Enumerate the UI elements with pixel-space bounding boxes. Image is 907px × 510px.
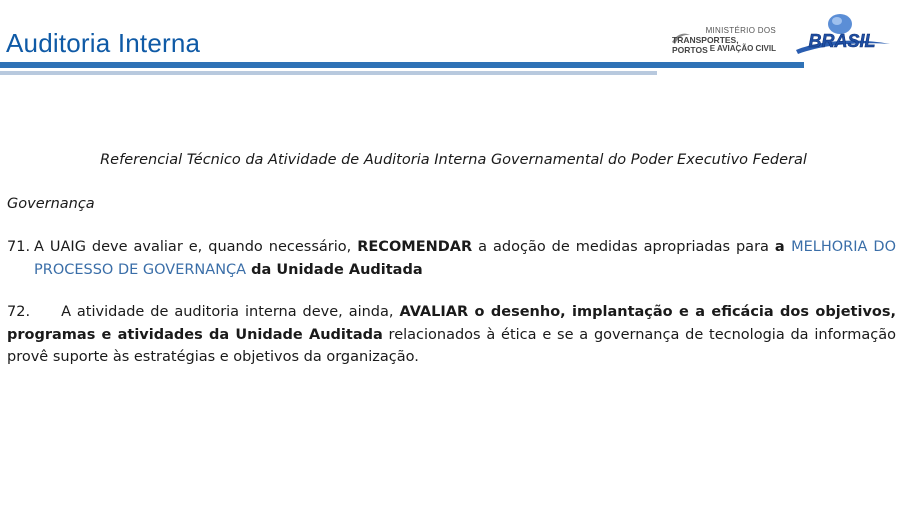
paragraph-body xyxy=(34,236,896,281)
brasil-logo-icon xyxy=(790,10,894,56)
text-span: A UAIG deve avaliar e, quando necessário, xyxy=(34,239,358,255)
section-title: Governança xyxy=(7,196,95,212)
text-span: relacionados à ética e se a governança de tecnologia da informação provê suporte às estratégias e objetivos da organização. xyxy=(7,326,896,365)
text-span: A atividade de auditoria interna deve, ainda, xyxy=(61,304,400,320)
document-heading: Referencial Técnico da Atividade de Auditoria Interna Governamental do Poder Executivo Federal xyxy=(100,152,807,168)
header-rule xyxy=(0,62,804,68)
emphasis-span: a xyxy=(774,239,792,255)
paragraph-number: 71. xyxy=(7,239,31,255)
header-rule-light xyxy=(0,71,657,75)
paragraph-number: 72. xyxy=(7,304,31,320)
brasil-logo-text: BRASIL xyxy=(808,31,876,51)
paragraph-71 xyxy=(7,236,896,281)
ministry-logo-line1: MINISTÉRIO DOS xyxy=(705,26,776,35)
emphasis-span: da Unidade Auditada xyxy=(246,261,423,278)
text-span: a adoção de medidas apropriadas para xyxy=(472,239,775,255)
ministry-logo-line2: TRANSPORTES, PORTOS xyxy=(672,35,739,55)
ministry-logo xyxy=(672,26,778,55)
ministry-logo-line3: E AVIAÇÃO CIVIL xyxy=(709,44,776,53)
emphasis-span: RECOMENDAR xyxy=(357,239,473,255)
emphasis-span: AVALIAR o desenho, implantação e a eficácia dos objetivos, programas e atividades da Unidade Auditada xyxy=(7,304,896,343)
page-title: Auditoria Interna xyxy=(6,28,201,58)
paragraph-72 xyxy=(7,301,896,369)
accent-span: MELHORIA DO PROCESSO DE GOVERNANÇA xyxy=(34,239,897,278)
